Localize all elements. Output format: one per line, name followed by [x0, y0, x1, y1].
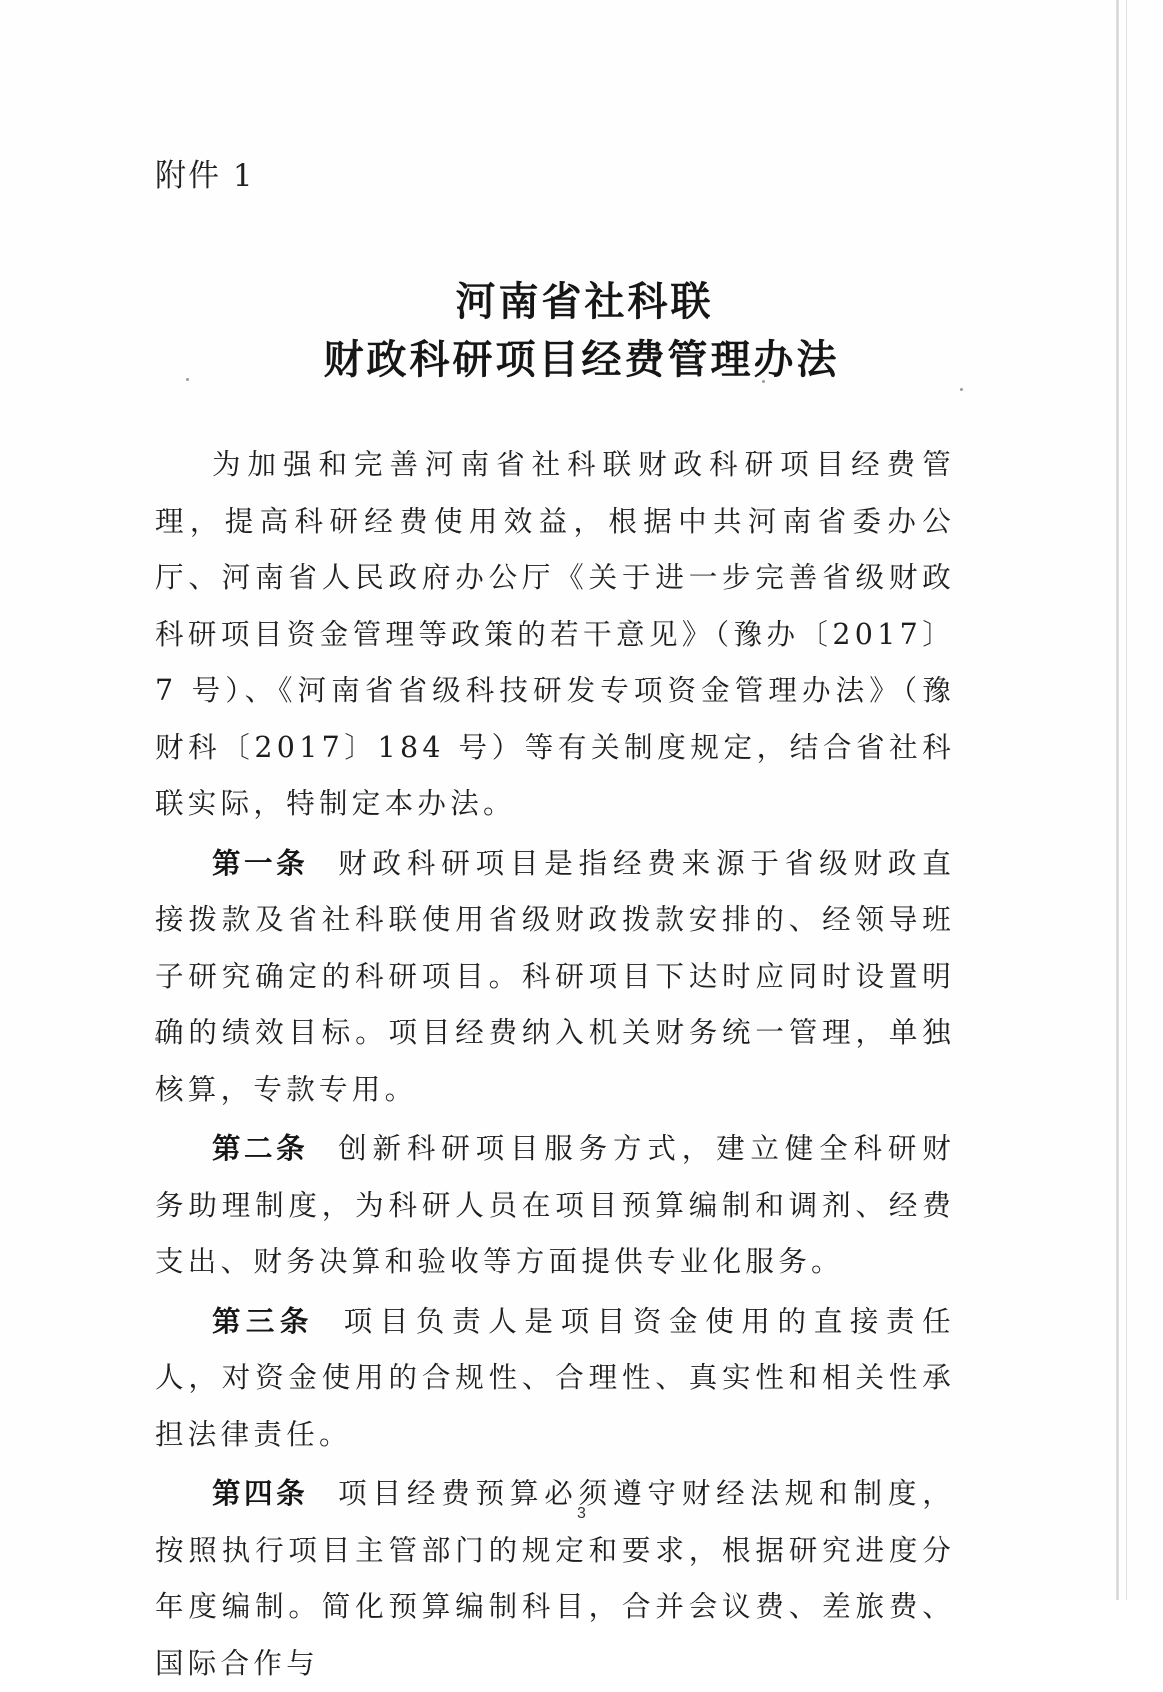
scan-speck: [960, 388, 963, 391]
article-4-text: 项目经费预算必须遵守财经法规和制度，按照执行项目主管部门的规定和要求，根据研究进度分年度编制。简化预算编制科目，合并会议费、差旅费、国际合作与: [155, 1477, 955, 1680]
attachment-label: 附件 1: [155, 158, 255, 194]
scan-edge-line-secondary: [1126, 0, 1127, 1600]
document-body: [155, 437, 955, 1692]
article-3-label: 第三条: [212, 1304, 314, 1338]
article-3-text: 项目负责人是项目资金使用的直接责任人，对资金使用的合规性、合理性、真实性和相关性承担法律责任。: [155, 1304, 955, 1451]
intro-paragraph: 为加强和完善河南省社科联财政科研项目经费管理，提高科研经费使用效益，根据中共河南省委办公厅、河南省人民政府办公厅《关于进一步完善省级财政科研项目资金管理等政策的若干意见》（豫办〔2017〕7 号）、《河南省省级科技研发专项资金管理办法》（豫财科〔2017〕184 号）等有关制度规定，结合省社科联实际，特制定本办法。: [155, 448, 955, 820]
article-2: [155, 1121, 955, 1291]
page-number: 3: [577, 1505, 586, 1522]
article-1-text: 财政科研项目是指经费来源于省级财政直接拨款及省社科联使用省级财政拨款安排的、经领导班子研究确定的科研项目。科研项目下达时应同时设置明确的绩效目标。项目经费纳入机关财务统一管理，单独核算，专款专用。: [155, 846, 955, 1106]
article-2-text: 创新科研项目服务方式，建立健全科研财务助理制度，为科研人员在项目预算编制和调剂、经费支出、财务决算和验收等方面提供专业化服务。: [155, 1132, 955, 1278]
scan-edge-line: [1116, 0, 1119, 1600]
document-title-line-1: 河南省社科联: [455, 279, 714, 325]
document-title-line-2: 财政科研项目经费管理办法: [323, 337, 840, 383]
article-4: [155, 1466, 955, 1692]
article-2-label: 第二条: [212, 1132, 309, 1165]
article-3: [155, 1294, 955, 1464]
article-1: [155, 836, 955, 1119]
article-4-label: 第四条: [212, 1477, 309, 1510]
article-1-label: 第一条: [212, 846, 309, 880]
